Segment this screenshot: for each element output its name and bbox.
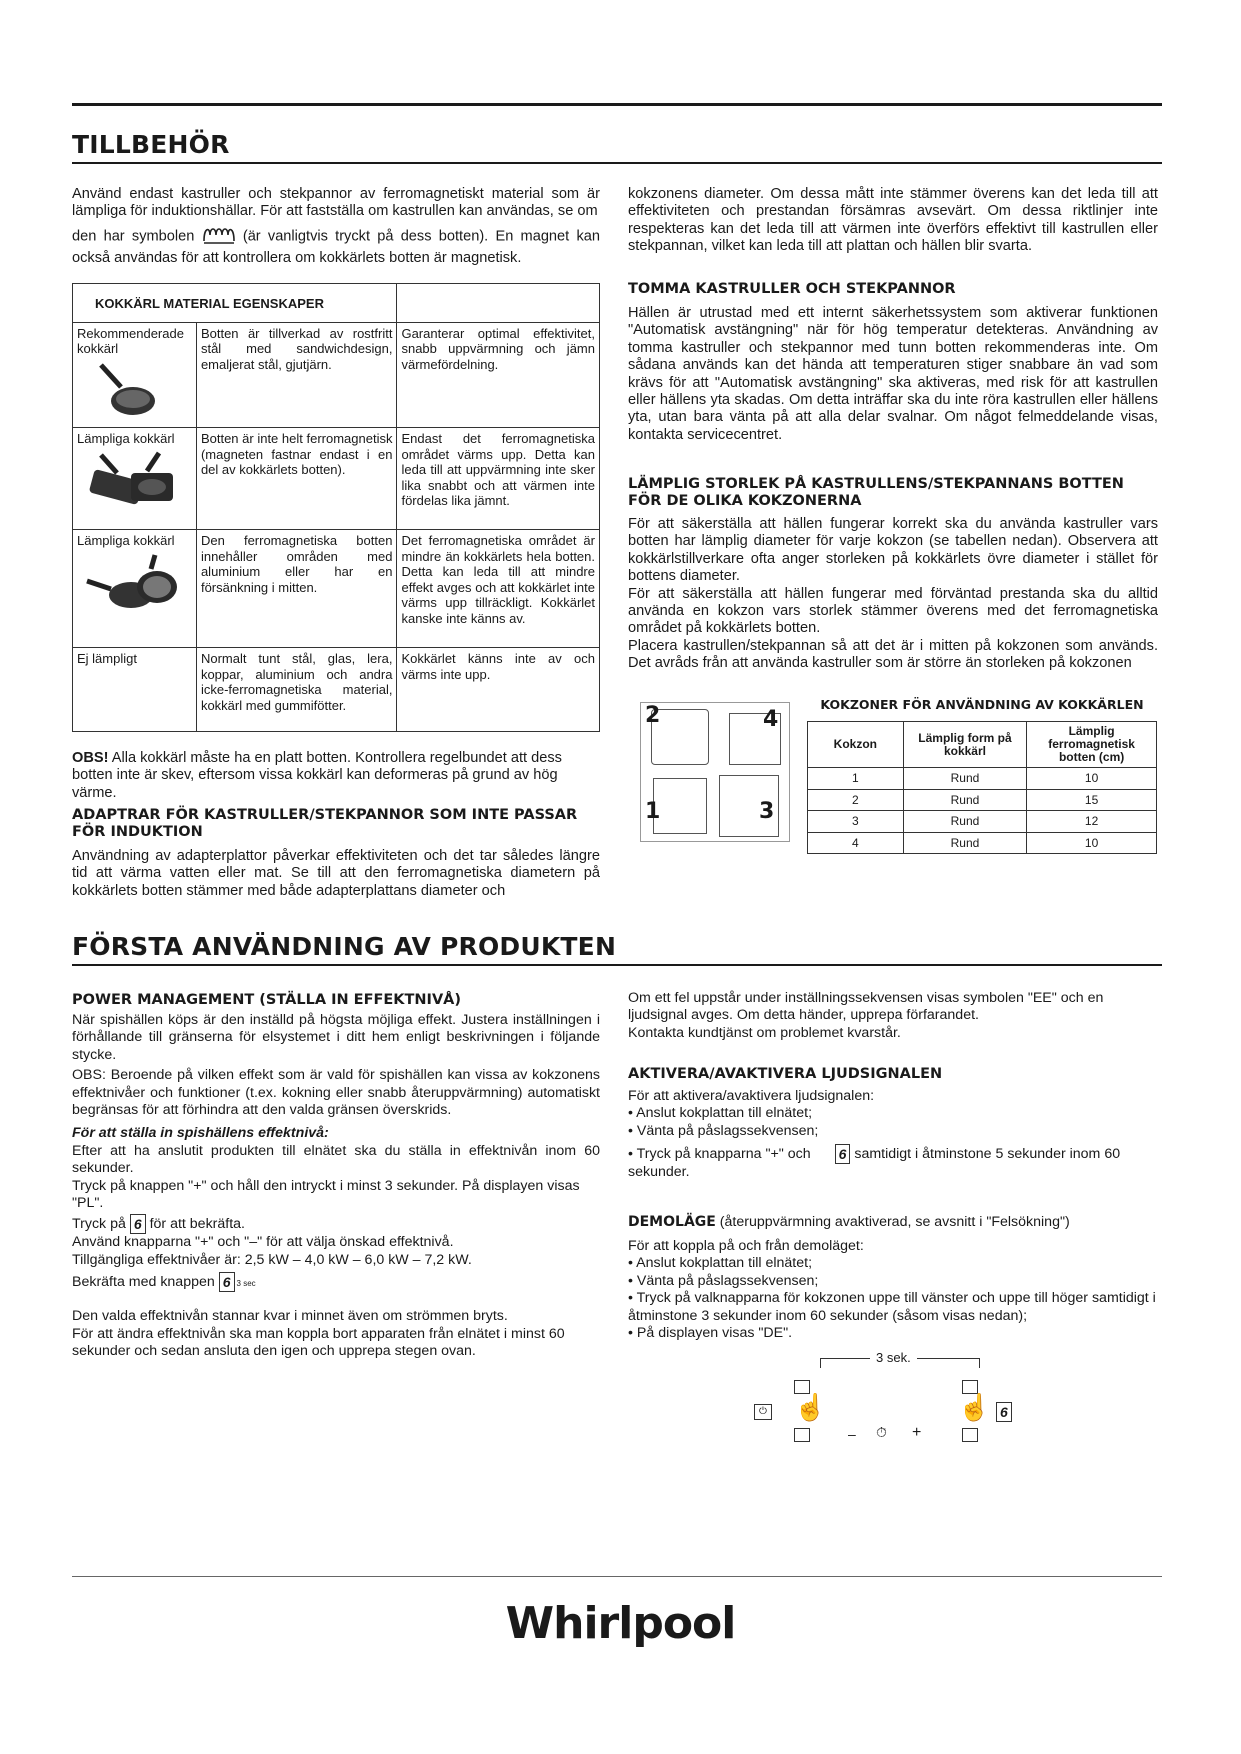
intro-line-2: den har symbolen	[72, 228, 195, 245]
table-cell-material: Botten är inte helt ferromagnetisk (magneten fastnar endast i en del av kokkärlets botten).	[196, 428, 397, 530]
whirlpool-logo: Whirlpool	[505, 1598, 736, 1649]
power-step-3a: Tryck på	[72, 1216, 126, 1233]
table-row	[73, 530, 600, 648]
obs-label: OBS!	[72, 750, 109, 766]
table-cell-material: Botten är tillverkad av rostfritt stål med sandwichdesign, emaljerat stål, gjutjärn.	[196, 322, 397, 428]
table-cell-type: Rekommenderade kokkärl	[73, 322, 197, 428]
right-continuation-text: kokzonens diameter. Om dessa mått inte stämmer överens kan det leda till att effektiviteten och prestandan försämras avsevärt. Om dessa riktlinjer inte respekteras kan det leda till att värmen inte överförs effektivt till kastrullen eller stekpannan, vilket kan leda till att plattan och hällen blir svarta.	[628, 186, 1158, 255]
intro-line-3: (är vanligtvis tryckt på dess botten). En magnet kan också användas för att kontrollera om kokkärlets botten är magnetisk.	[72, 228, 600, 267]
title-rule-2	[72, 964, 1162, 966]
table-cell-props: Det ferromagnetiska området är mindre än kokkärlets hela botten. Detta kan leda till att mindre effekt avges och att kokkärlet inte värms upp tillräckligt. Kokkärlet kanske inte känns av.	[397, 530, 600, 648]
grill-pan-icon	[81, 449, 181, 514]
table-cell-material: Den ferromagnetiska botten innehåller områden med aluminium eller har en försänkning i mitten.	[196, 530, 397, 648]
power-step-3b: för att bekräfta.	[149, 1216, 245, 1233]
power-step-4: Använd knapparna "+" och "–" för att välja önskad effektnivå.	[72, 1234, 454, 1251]
table-header-row	[73, 284, 600, 323]
sound-step-2: • Vänta på påslagssekvensen;	[628, 1123, 1158, 1140]
sound-step-4: samtidigt i åtminstone 5 sekunder inom 60 sekunder.	[628, 1145, 1121, 1181]
size-text	[628, 516, 1158, 673]
sound-intro: För att aktivera/avaktivera ljudsignalen:	[628, 1088, 875, 1104]
demo-subtitle: (återuppvärmning avaktiverad, se avsnitt i "Felsökning")	[719, 1214, 1070, 1230]
demo-step-1: • Anslut kokplattan till elnätet;	[628, 1255, 1158, 1272]
table-cell-props: Endast det ferromagnetiska området värms upp. Detta kan leda till att uppvärmning inte sker lika snabbt och att värmen inte fördelas lika jämnt.	[397, 428, 600, 530]
error-block	[628, 990, 1158, 1042]
zone-label-4: 4	[763, 707, 779, 732]
diagram-key-icon: 6	[996, 1402, 1012, 1422]
table-row	[73, 648, 600, 732]
zone-label-3: 3	[759, 799, 775, 824]
power-step-5: Tillgängliga effektnivåer är: 2,5 kW – 4,0 kW – 6,0 kW – 7,2 kW.	[72, 1251, 472, 1268]
demo-heading	[628, 1214, 1158, 1231]
power-paragraph-4: För att ändra effektnivån ska man koppla bort apparaten från elnätet i minst 60 sekunder och sedan ansluta den igen och upprepa stegen ovan.	[72, 1325, 565, 1360]
obs-text: Alla kokkärl måste ha en platt botten. Kontrollera regelbundet att dess botten inte är skev, eftersom vissa kokkärl kan deformeras på grund av hög värme.	[72, 750, 562, 801]
table-cell-props: Kokkärlet känns inte av och värms inte upp.	[397, 648, 600, 732]
zone-header-bottom: Lämplig ferromagnetisk botten (cm)	[1027, 722, 1157, 768]
minus-icon: –	[848, 1426, 856, 1442]
section-title-tillbehor: TILLBEHÖR	[72, 130, 230, 159]
key-sub-label: 3 sec	[236, 1279, 256, 1289]
plus-icon: +	[912, 1424, 922, 1441]
table-row: 2 Rund 15	[808, 789, 1157, 811]
zone-table	[807, 721, 1157, 854]
table-row	[73, 322, 600, 428]
size-paragraph-2: För att säkerställa att hällen fungerar med förväntad prestanda ska du alltid använda en kokzon vars storlek stämmer överens med det ferromagnetiska området på kokkärlets botten.	[628, 585, 1158, 637]
table-row: 4 Rund 10	[808, 832, 1157, 854]
sound-title: AKTIVERA/AVAKTIVERA LJUDSIGNALEN	[628, 1066, 943, 1082]
table-cell-type: Lämpliga kokkärl	[73, 428, 197, 530]
empty-pans-text: Hällen är utrustad med ett internt säkerhetssystem som aktiverar funktionen "Automatisk avstängning" när för hög temperatur detekteras. Användning av tomma kastruller och stekpannor med tunn botten rekommenderas inte. Om sådana används kan det hända att temperaturen stiger snabbare än vad som krävs för att "Automatisk avstängning" ska aktiveras, med risk för att kastrullen eller hällens yta skadas. Om detta inträffar ska du inte röra kastrullen eller hällens yta, utan bara vänta på att alla delar svalnar. Om något felmeddelande visas, kontakta servicecentret.	[628, 305, 1158, 443]
demo-title: DEMOLÄGE	[628, 1214, 716, 1230]
cooking-zone-diagram	[640, 702, 790, 842]
table-row: 3 Rund 12	[808, 811, 1157, 833]
frying-pan-icon	[87, 361, 167, 421]
power-step-2: Tryck på knappen "+" och håll den intryckt i minst 3 sekunder. På displayen visas "PL".	[72, 1177, 580, 1212]
cookware-material-table	[72, 283, 600, 732]
table-cell-type: Lämpliga kokkärl	[73, 530, 197, 648]
power-paragraph-2: OBS: Beroende på vilken effekt som är vald för spishällen kan vissa av kokzonens effektnivåer och funktioner (t.ex. kokning eller snabb återuppvärmning) automatiskt begränsas för att förhindra att den valda gränsen överskrids.	[72, 1067, 600, 1119]
footer-rule	[72, 1576, 1162, 1577]
size-paragraph-1: För att säkerställa att hällen fungerar korrekt ska du använda kastruller vars botten har lämplig diameter för varje kokzon (se tabellen nedan). Observera att kokkärlstillverkare ofta anger storleken på kokkärlets övre diameter i stället för bottens diameter.	[628, 516, 1158, 585]
sound-key-icon: 6	[835, 1144, 851, 1164]
adapter-title: ADAPTRAR FÖR KASTRULLER/STEKPANNOR SOM INTE PASSAR FÖR INDUKTION	[72, 807, 578, 840]
error-text: Om ett fel uppstår under inställningssekvensen visas symbolen "EE" och en ljudsignal avges. Om detta händer, upprepa förfarandet.	[628, 990, 1104, 1024]
error-text-2: Kontakta kundtjänst om problemet kvarstår.	[628, 1024, 901, 1041]
confirm-key-icon-2: 6	[219, 1272, 235, 1292]
pans-icon	[81, 551, 185, 621]
zone-key-bottom-right	[962, 1428, 978, 1442]
title-rule-1	[72, 162, 1162, 164]
demo-step-2: • Vänta på påslagssekvensen;	[628, 1273, 1158, 1290]
hand-right-icon: ☝	[958, 1392, 991, 1422]
intro-line-1: Använd endast kastruller och stekpannor av ferromagnetiskt material som är lämpliga för induktionshällar. För att fastställa om kastrullen kan användas, se om	[72, 186, 600, 220]
zone-label-2: 2	[645, 703, 661, 728]
obs-note	[72, 750, 600, 802]
table-cell-props: Garanterar optimal effektivitet, snabb uppvärmning och jämn värmefördelning.	[397, 322, 600, 428]
zone-box-1	[653, 778, 707, 834]
table-row: 1 Rund 10	[808, 768, 1157, 790]
sound-step-3: Tryck på knapparna "+" och	[636, 1145, 811, 1162]
adapter-text: Användning av adapterplattor påverkar effektiviteten och det tar således längre tid att värma vatten eller mat. Se till att den ferromagnetiska diametern på kokkärlets botten stämmer med både adapterplattans diameter och	[72, 848, 600, 899]
demo-block	[628, 1238, 1158, 1342]
power-button-icon: ⏻	[754, 1404, 772, 1420]
hand-left-icon: ☝	[794, 1392, 827, 1422]
power-block	[72, 1012, 600, 1361]
power-step-1: Efter att ha anslutit produkten till elnätet ska du ställa in effektnivån inom 60 sekunder.	[72, 1142, 600, 1177]
table-header-empty	[397, 284, 600, 323]
demo-step-4: • På displayen visas "DE".	[628, 1325, 1158, 1342]
table-row	[73, 428, 600, 530]
zone-header-form: Lämplig form på kokkärl	[903, 722, 1027, 768]
sound-block: För att aktivera/avaktivera ljudsignalen: • Anslut kokplattan till elnätet; • Vänta på påslagssekvensen; • Tryck på knapparna "+" och 6 samtidigt i åtminstone 5 sekunder inom 60 sekunder.	[628, 1088, 1158, 1182]
top-rule	[72, 103, 1162, 106]
power-title: POWER MANAGEMENT (STÄLLA IN EFFEKTNIVÅ)	[72, 992, 462, 1008]
zone-label-1: 1	[645, 799, 661, 824]
size-paragraph-3: Placera kastrullen/stekpannan så att det är i mitten på kokzonen som används. Det avråds från att använda kastruller som är större än storleken på kokzonen	[628, 637, 1158, 672]
confirm-key-icon: 6	[130, 1214, 146, 1234]
timer-label: 3 sek.	[870, 1350, 917, 1365]
timer-icon: ⏱	[876, 1424, 887, 1440]
demo-intro: För att koppla på och från demoläget:	[628, 1238, 864, 1254]
table-cell-type: Ej lämpligt	[73, 648, 197, 732]
induction-coil-icon	[202, 223, 236, 250]
zone-key-bottom-left	[794, 1428, 810, 1442]
intro-text	[72, 186, 600, 268]
sound-step-1: • Anslut kokplattan till elnätet;	[628, 1105, 1158, 1122]
table-header: KOKKÄRL MATERIAL EGENSKAPER	[73, 284, 397, 323]
empty-pans-title: TOMMA KASTRULLER OCH STEKPANNOR	[628, 281, 956, 297]
zone-header-kokzon: Kokzon	[808, 722, 904, 768]
zone-table-header	[808, 722, 1157, 768]
power-paragraph-1: När spishällen köps är den inställd på högsta möjliga effekt. Justera inställningen i förhållande till gränserna för elsystemet i ditt hem enligt beskrivningen i följande stycke.	[72, 1012, 600, 1063]
demo-step-3: • Tryck på valknapparna för kokzonen uppe till vänster och uppe till höger samtidigt i åtminstone 3 sekunder inom 60 sekunder (såsom visas nedan);	[628, 1290, 1158, 1325]
demo-mode-diagram	[748, 1350, 1048, 1450]
zone-table-title: KOKZONER FÖR ANVÄNDNING AV KOKKÄRLEN	[820, 697, 1144, 712]
size-title: LÄMPLIG STORLEK PÅ KASTRULLENS/STEKPANNANS BOTTEN FÖR DE OLIKA KOKZONERNA	[628, 476, 1124, 509]
table-cell-material: Normalt tunt stål, glas, lera, koppar, aluminium och andra icke-ferromagnetiska material, kokkärl med gummifötter.	[196, 648, 397, 732]
power-paragraph-3: Den valda effektnivån stannar kvar i minnet även om strömmen bryts.	[72, 1308, 508, 1325]
power-subtitle: För att ställa in spishällens effektnivå:	[72, 1125, 329, 1142]
section-title-first-use: FÖRSTA ANVÄNDNING AV PRODUKTEN	[72, 932, 617, 961]
power-step-6: Bekräfta med knappen	[72, 1274, 215, 1291]
